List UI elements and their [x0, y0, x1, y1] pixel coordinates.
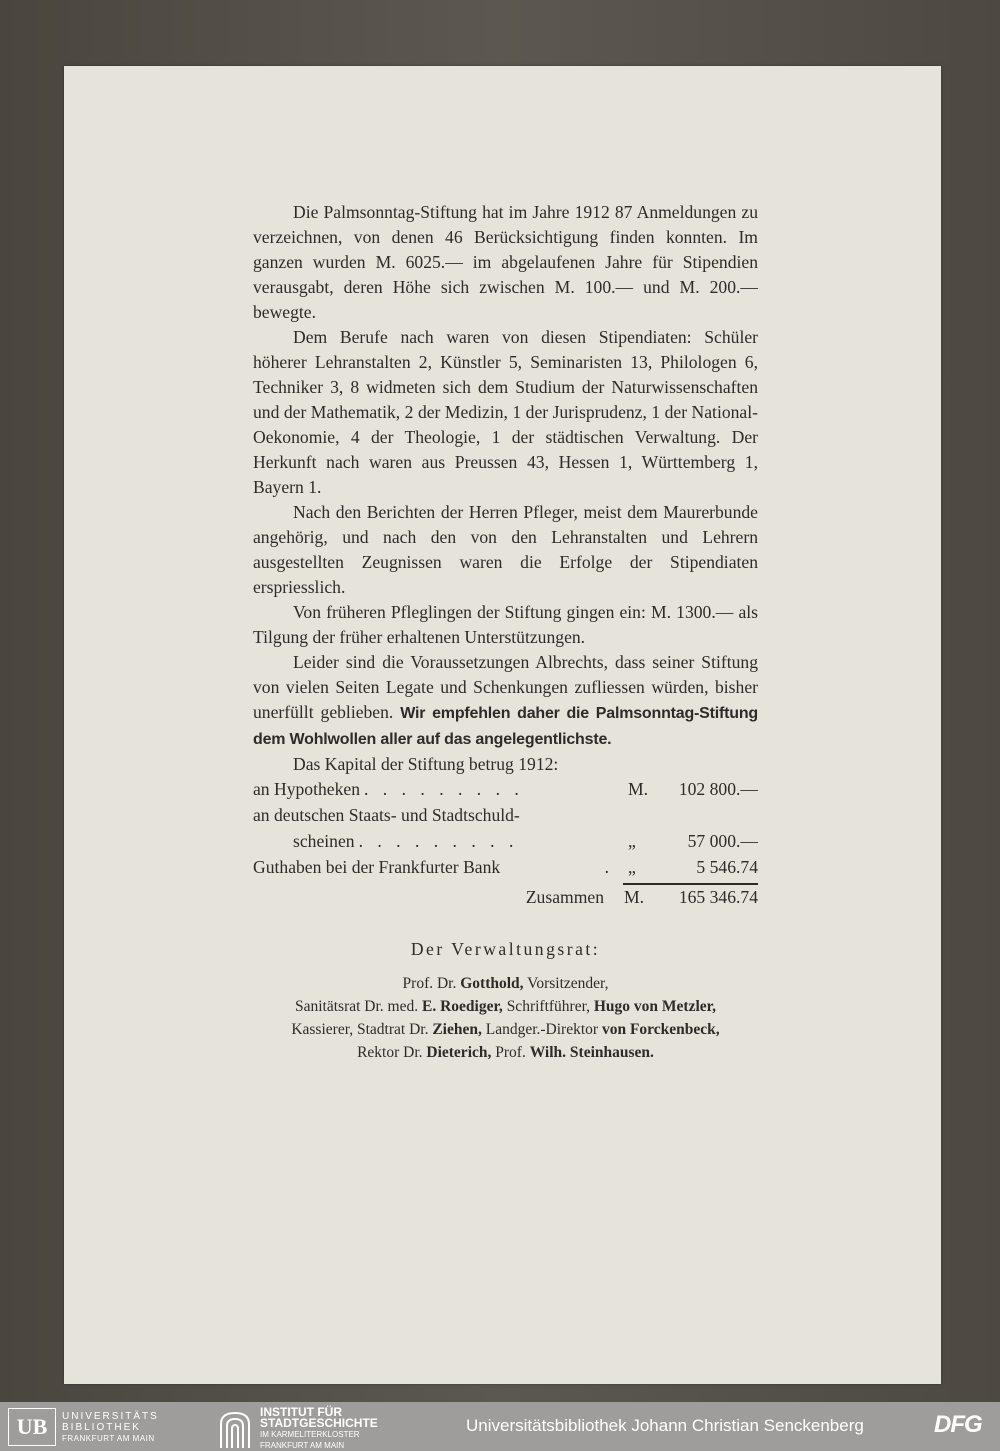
council-name: E. Roediger, — [422, 998, 503, 1015]
council-line-2 — [253, 995, 758, 1018]
capital-row-amount: 5 546.74 — [696, 857, 758, 877]
council-line-3 — [253, 1018, 758, 1041]
isg-line: IM KARMELITERKLOSTER — [260, 1430, 360, 1439]
total-amount: 165 346.74 — [678, 887, 758, 907]
council-name: von Forckenbeck, — [601, 1021, 720, 1038]
ub-logo[interactable] — [8, 1408, 159, 1446]
ub-line: UNIVERSITÄTS — [62, 1410, 159, 1422]
capital-row-bonds-line1 — [253, 803, 758, 829]
capital-row-label: an deutschen Staats- und Stadtschuld- — [253, 805, 520, 825]
capital-row-bank — [253, 855, 758, 881]
paragraph-4: Von früheren Pfleglingen der Stiftung gingen ein: M. 1300.— als Tilgung der früher erhaltenen Unterstützungen. — [253, 602, 758, 647]
ub-logo-icon: UB — [8, 1408, 56, 1446]
council-name: Wilh. Steinhausen. — [529, 1044, 654, 1061]
council-line-1 — [253, 972, 758, 995]
capital-row-label: Guthaben bei der Frankfurter Bank — [253, 857, 501, 877]
capital-row-total — [253, 885, 758, 915]
council-line-4 — [253, 1041, 758, 1064]
currency-mark: M. — [628, 779, 649, 799]
ub-line: FRANKFURT AM MAIN — [62, 1433, 155, 1443]
capital-row-amount: 102 800.— — [678, 779, 758, 799]
council-name: Gotthold, — [460, 975, 524, 992]
council-text: Landger.-Direktor — [481, 1021, 602, 1038]
council-title: Der Verwaltungsrat: — [410, 939, 601, 959]
currency-mark: „ — [628, 831, 636, 851]
total-label: Zusammen — [525, 887, 604, 907]
isg-logo-text — [260, 1407, 378, 1451]
ub-logo-text — [62, 1411, 159, 1444]
isg-logo[interactable] — [218, 1407, 378, 1451]
dfg-logo[interactable]: DFG — [934, 1411, 982, 1438]
capital-table — [253, 777, 758, 915]
council-text: Prof. Dr. — [402, 975, 461, 992]
capital-row-bonds — [253, 829, 758, 855]
paragraph-5-text: Leider sind die Voraussetzungen Albrechts, dass seiner Stiftung von vielen Seiten Legate und Schenkungen zufliessen würden, bisher unerfüllt geblieben. — [253, 652, 758, 722]
footer-title[interactable]: Universitätsbibliothek Johann Christian Senckenberg — [466, 1416, 864, 1435]
council-name: Dieterich, — [426, 1044, 492, 1061]
document-text — [253, 200, 758, 1064]
capital-intro: Das Kapital der Stiftung betrug 1912: — [293, 754, 559, 774]
capital-row-amount: 57 000.— — [687, 831, 758, 851]
council-text: Kassierer, Stadtrat Dr. — [291, 1021, 433, 1038]
capital-row-label: an Hypotheken — [253, 779, 360, 799]
isg-line: FRANKFURT AM MAIN — [260, 1441, 345, 1450]
paragraph-5 — [253, 650, 758, 752]
council-text: Rektor Dr. — [357, 1044, 427, 1061]
currency-mark: „ — [628, 857, 636, 877]
ub-line: BIBLIOTHEK — [62, 1421, 141, 1433]
capital-row-mortgages — [253, 777, 758, 803]
council-text: Sanitätsrat Dr. med. — [295, 998, 422, 1015]
isg-line: STADTGESCHICHTE — [260, 1416, 378, 1430]
footer-bar — [0, 1402, 1000, 1451]
currency-mark: M. — [624, 887, 645, 907]
isg-line: INSTITUT FÜR — [260, 1405, 342, 1419]
paragraph-1: Die Palmsonntag-Stiftung hat im Jahre 1912 87 Anmeldungen zu verzeichnen, von denen 46 Berücksichtigung finden konnten. Im ganzen wurden M. 6025.— im abgelaufenen Jahre für Stipendien verausgabt, deren Höhe sich zwischen M. 100.— und M. 200.— bewegte. — [253, 202, 758, 322]
council-text: Vorsitzender, — [523, 975, 609, 992]
leader-dots: . — [604, 857, 614, 877]
council-name: Ziehen, — [432, 1021, 482, 1038]
council-members — [253, 972, 758, 1064]
council-name: Hugo von Metzler, — [593, 998, 716, 1015]
arch-icon — [218, 1410, 252, 1448]
paragraph-3: Nach den Berichten der Herren Pfleger, meist dem Maurerbunde angehörig, und nach den von den Lehranstalten und Lehrern ausgestellten Zeugnissen waren die Erfolge der Stipendiaten erspriesslich. — [253, 502, 758, 597]
leader-dots: . . . . . . . . . — [358, 831, 519, 851]
paragraph-5-emphasis: Wir empfehlen daher die Palmsonntag-Stiftung dem Wohlwollen aller auf das angelegentlichste. — [253, 705, 758, 748]
capital-row-label: scheinen — [293, 831, 355, 851]
leader-dots: . . . . . . . . . — [364, 779, 524, 799]
council-text: Prof. — [491, 1044, 530, 1061]
paragraph-2: Dem Berufe nach waren von diesen Stipendiaten: Schüler höherer Lehranstalten 2, Künstler 5, Seminaristen 13, Philologen 6, Techniker 3, 8 widmeten sich dem Studium der Naturwissenschaften und der Mathematik, 2 der Medizin, 1 der Jurisprudenz, 1 der National-Oekonomie, 4 der Theologie, 1 der städtischen Verwaltung. Der Herkunft nach waren aus Preussen 43, Hessen 1, Württemberg 1, Bayern 1. — [253, 327, 758, 497]
council-text: Schriftführer, — [502, 998, 594, 1015]
